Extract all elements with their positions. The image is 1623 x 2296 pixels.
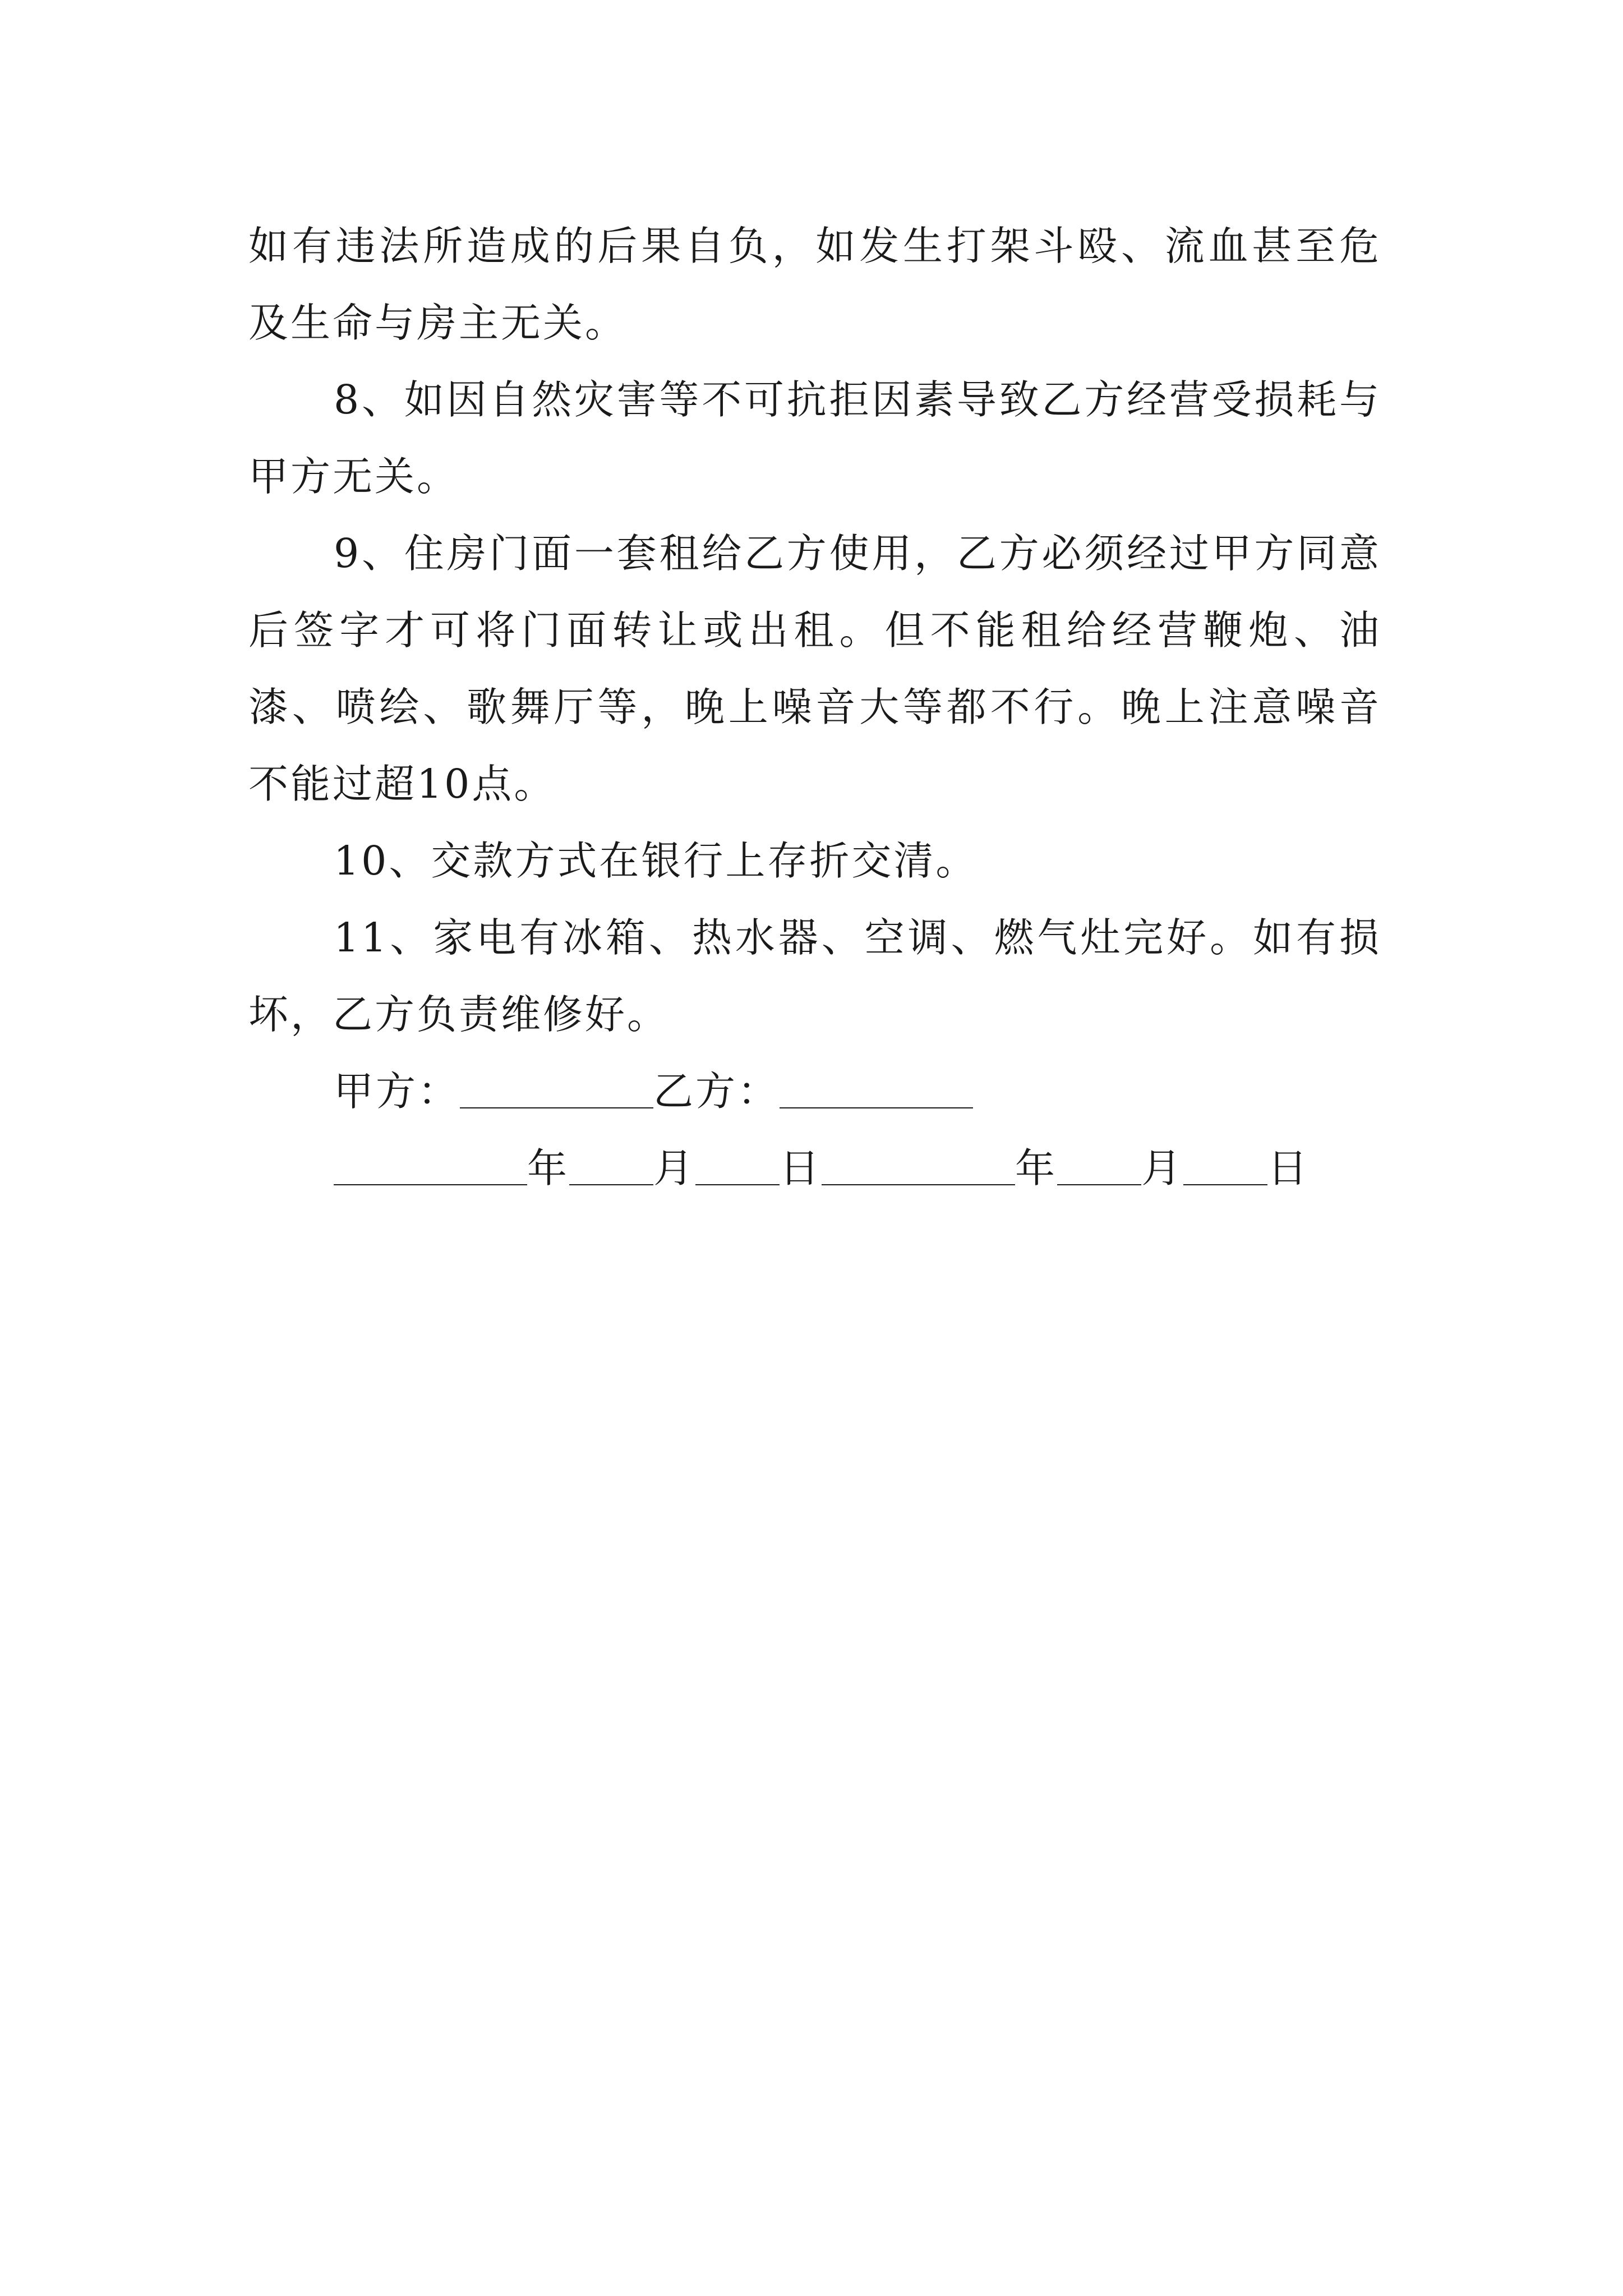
party-b-day-label: 日 bbox=[1267, 1145, 1310, 1191]
document-body bbox=[248, 208, 1381, 1207]
party-a-year-blank[interactable] bbox=[334, 1151, 527, 1185]
party-a-signature-blank[interactable] bbox=[460, 1074, 653, 1108]
party-b-month-blank[interactable] bbox=[1057, 1151, 1141, 1185]
paragraph-10: 10、交款方式在银行上存折交清。 bbox=[334, 838, 978, 884]
party-a-day-blank[interactable] bbox=[695, 1151, 780, 1185]
paragraph-11: 11、家电有冰箱、热水器、空调、燃气灶完好。如有损坏，乙方负责维修好。 bbox=[248, 914, 1381, 1038]
party-b-year-blank[interactable] bbox=[822, 1151, 1015, 1185]
party-b-signature-blank[interactable] bbox=[780, 1074, 973, 1108]
party-a-month-blank[interactable] bbox=[569, 1151, 653, 1185]
party-a-month-label: 月 bbox=[653, 1145, 696, 1191]
party-a-day-label: 日 bbox=[780, 1145, 822, 1191]
paragraph-7-continued: 如有违法所造成的后果自负，如发生打架斗殴、流血甚至危及生命与房主无关。 bbox=[248, 223, 1381, 346]
party-a-year-label: 年 bbox=[527, 1145, 570, 1191]
party-b-day-blank[interactable] bbox=[1183, 1151, 1267, 1185]
party-a-label: 甲方： bbox=[334, 1068, 460, 1115]
date-row bbox=[248, 1130, 1381, 1207]
party-b-label: 乙方： bbox=[653, 1068, 780, 1115]
paragraph-9: 9、住房门面一套租给乙方使用，乙方必须经过甲方同意后签字才可将门面转让或出租。但不能租给经营鞭炮、油漆、喷绘、歌舞厅等，晚上噪音大等都不行。晚上注意噪音不能过超10点。 bbox=[248, 530, 1381, 807]
party-b-year-label: 年 bbox=[1015, 1145, 1058, 1191]
signature-row bbox=[248, 1053, 1381, 1130]
paragraph-8: 8、如因自然灾害等不可抗拒因素导致乙方经营受损耗与甲方无关。 bbox=[248, 376, 1381, 500]
party-b-month-label: 月 bbox=[1141, 1145, 1184, 1191]
